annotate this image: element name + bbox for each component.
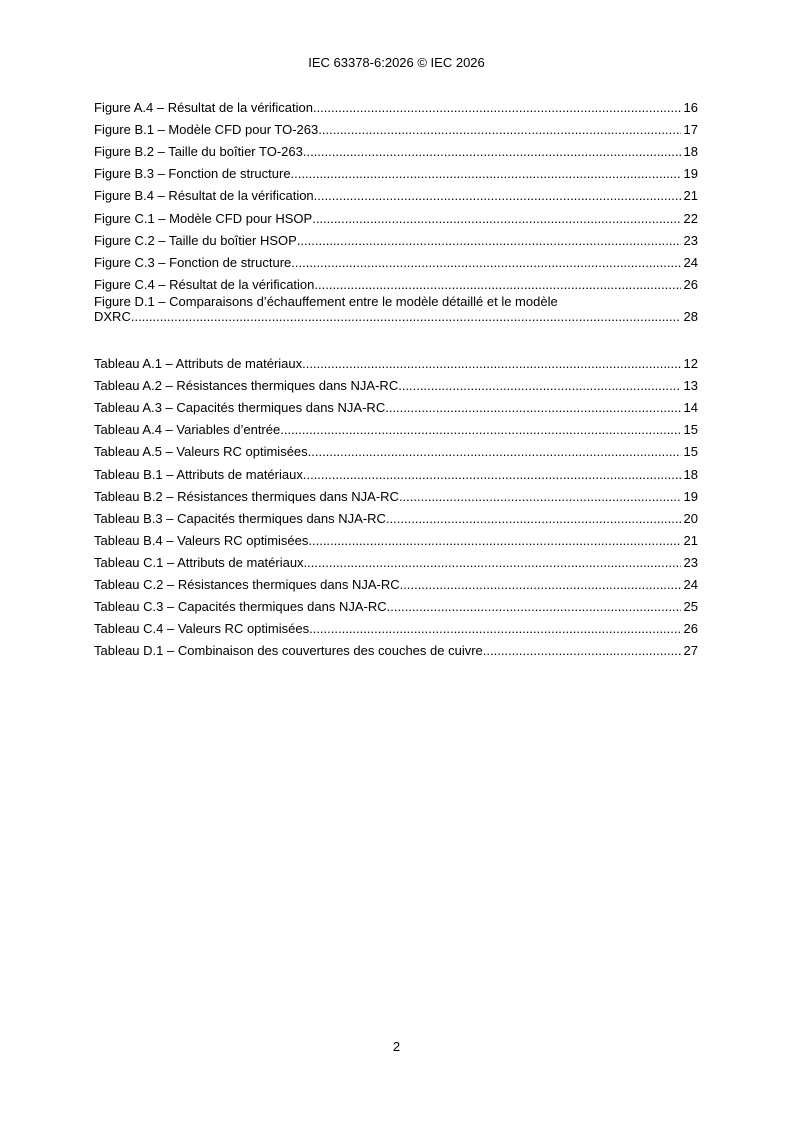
toc-entry-table-c2[interactable] <box>94 571 698 593</box>
toc-entry-page: 24 <box>683 254 698 270</box>
toc-entry-page: 13 <box>683 378 698 394</box>
toc-entry-figure-c2[interactable] <box>94 227 698 249</box>
dot-leader <box>280 422 680 438</box>
toc-entry-page: 15 <box>683 444 698 460</box>
toc-entry-page: 20 <box>683 510 698 526</box>
toc-entry-table-c1[interactable] <box>94 549 698 571</box>
toc-entry-table-c4[interactable] <box>94 615 698 637</box>
toc-entry-table-a3[interactable] <box>94 394 698 416</box>
dot-leader <box>483 643 681 659</box>
toc-entry-table-a2[interactable] <box>94 372 698 394</box>
toc-entry-figure-b1[interactable] <box>94 116 698 138</box>
toc-entry-page: 21 <box>683 532 698 548</box>
dot-leader <box>387 599 681 615</box>
dot-leader <box>314 188 681 204</box>
toc-entry-label: Tableau D.1 – Combinaison des couvertures des couches de cuivre <box>94 643 483 659</box>
dot-leader <box>291 255 680 271</box>
toc-entry-table-a1[interactable] <box>94 350 698 372</box>
toc-entry-figure-a4[interactable] <box>94 94 698 116</box>
toc-entry-page: 26 <box>683 276 698 292</box>
toc-entry-figure-d1[interactable] <box>94 293 698 324</box>
toc-entry-figure-c4[interactable] <box>94 271 698 293</box>
dot-leader <box>312 211 680 227</box>
toc-entry-label: Figure B.3 – Fonction de structure <box>94 166 291 182</box>
dot-leader <box>303 467 681 483</box>
dot-leader <box>308 444 681 460</box>
toc-entry-page: 18 <box>683 466 698 482</box>
list-of-figures <box>94 94 698 324</box>
page-number: 2 <box>392 1039 401 1054</box>
dot-leader <box>131 309 681 324</box>
toc-entry-page: 19 <box>683 488 698 504</box>
toc-entry-label: Figure C.4 – Résultat de la vérification <box>94 276 315 292</box>
toc-entry-label: Tableau B.4 – Valeurs RC optimisées <box>94 532 309 548</box>
toc-entry-label: Figure C.2 – Taille du boîtier HSOP <box>94 232 297 248</box>
toc-entry-label-continued: DXRC <box>94 308 131 324</box>
dot-leader <box>309 621 680 637</box>
toc-entry-page: 16 <box>683 100 698 116</box>
toc-entry-label: Tableau C.3 – Capacités thermiques dans NJA-RC <box>94 599 387 615</box>
toc-entry-label: Tableau A.5 – Valeurs RC optimisées <box>94 444 308 460</box>
dot-leader <box>304 555 681 571</box>
dot-leader <box>398 378 680 394</box>
dot-leader <box>291 166 681 182</box>
toc-entry-figure-c3[interactable] <box>94 249 698 271</box>
toc-entry-table-d1[interactable] <box>94 637 698 659</box>
dot-leader <box>400 577 681 593</box>
toc-entry-page: 14 <box>683 400 698 416</box>
toc-entry-page: 23 <box>683 554 698 570</box>
dot-leader <box>308 533 680 549</box>
page-header: IEC 63378-6:2026 © IEC 2026 <box>308 55 485 70</box>
toc-entry-figure-b4[interactable] <box>94 182 698 204</box>
dot-leader <box>303 144 681 160</box>
dot-leader <box>318 122 680 138</box>
toc-entry-page: 15 <box>683 422 698 438</box>
toc-entry-table-b2[interactable] <box>94 483 698 505</box>
dot-leader <box>399 489 681 505</box>
toc-entry-figure-b3[interactable] <box>94 160 698 182</box>
dot-leader <box>302 356 680 372</box>
toc-entry-table-b3[interactable] <box>94 505 698 527</box>
toc-entry-page: 28 <box>683 308 698 324</box>
toc-entry-page: 27 <box>683 643 698 659</box>
toc-entry-label: Figure C.1 – Modèle CFD pour HSOP <box>94 210 313 226</box>
toc-entry-page: 24 <box>683 577 698 593</box>
list-of-tables <box>94 350 698 659</box>
toc-entry-table-b1[interactable] <box>94 460 698 482</box>
toc-entry-page: 12 <box>683 356 698 372</box>
dot-leader <box>386 511 681 527</box>
toc-entry-label: Figure C.3 – Fonction de structure <box>94 254 292 270</box>
toc-entry-label: Tableau C.2 – Résistances thermiques dans NJA-RC <box>94 577 400 593</box>
toc-entry-label: Figure B.4 – Résultat de la vérification <box>94 188 314 204</box>
toc-entry-table-a5[interactable] <box>94 438 698 460</box>
toc-entry-figure-b2[interactable] <box>94 138 698 160</box>
toc-entry-label: Tableau C.4 – Valeurs RC optimisées <box>94 621 310 637</box>
toc-entry-label: Figure B.1 – Modèle CFD pour TO-263 <box>94 122 319 138</box>
toc-entry-page: 17 <box>683 122 698 138</box>
toc-entry-label: Tableau A.2 – Résistances thermiques dans NJA-RC <box>94 378 399 394</box>
dot-leader <box>314 277 680 293</box>
toc-entry-label: Tableau A.3 – Capacités thermiques dans NJA-RC <box>94 400 386 416</box>
toc-entry-page: 18 <box>683 144 698 160</box>
toc-entry-label: Figure A.4 – Résultat de la vérification <box>94 100 313 116</box>
toc-entry-table-c3[interactable] <box>94 593 698 615</box>
toc-entry-table-b4[interactable] <box>94 527 698 549</box>
toc-entry-label: Tableau B.3 – Capacités thermiques dans NJA-RC <box>94 510 386 526</box>
toc-entry-label: Tableau A.4 – Variables d’entrée <box>94 422 281 438</box>
toc-entry-label: Figure B.2 – Taille du boîtier TO-263 <box>94 144 303 160</box>
dot-leader <box>385 400 680 416</box>
toc-entry-label: Tableau C.1 – Attributs de matériaux <box>94 554 304 570</box>
toc-entry-page: 25 <box>683 599 698 615</box>
toc-entry-page: 22 <box>683 210 698 226</box>
toc-entry-table-a4[interactable] <box>94 416 698 438</box>
toc-entry-label: Tableau A.1 – Attributs de matériaux <box>94 356 303 372</box>
toc-entry-page: 19 <box>683 166 698 182</box>
dot-leader <box>313 100 681 116</box>
toc-entry-page: 26 <box>683 621 698 637</box>
toc-entry-page: 21 <box>683 188 698 204</box>
dot-leader <box>297 233 681 249</box>
toc-entry-page: 23 <box>683 232 698 248</box>
toc-entry-figure-c1[interactable] <box>94 204 698 226</box>
toc-entry-label: Tableau B.1 – Attributs de matériaux <box>94 466 303 482</box>
toc-entry-label: Figure D.1 – Comparaisons d’échauffement entre le modèle détaillé et le modèle <box>94 293 558 309</box>
toc-entry-label: Tableau B.2 – Résistances thermiques dans NJA-RC <box>94 488 399 504</box>
